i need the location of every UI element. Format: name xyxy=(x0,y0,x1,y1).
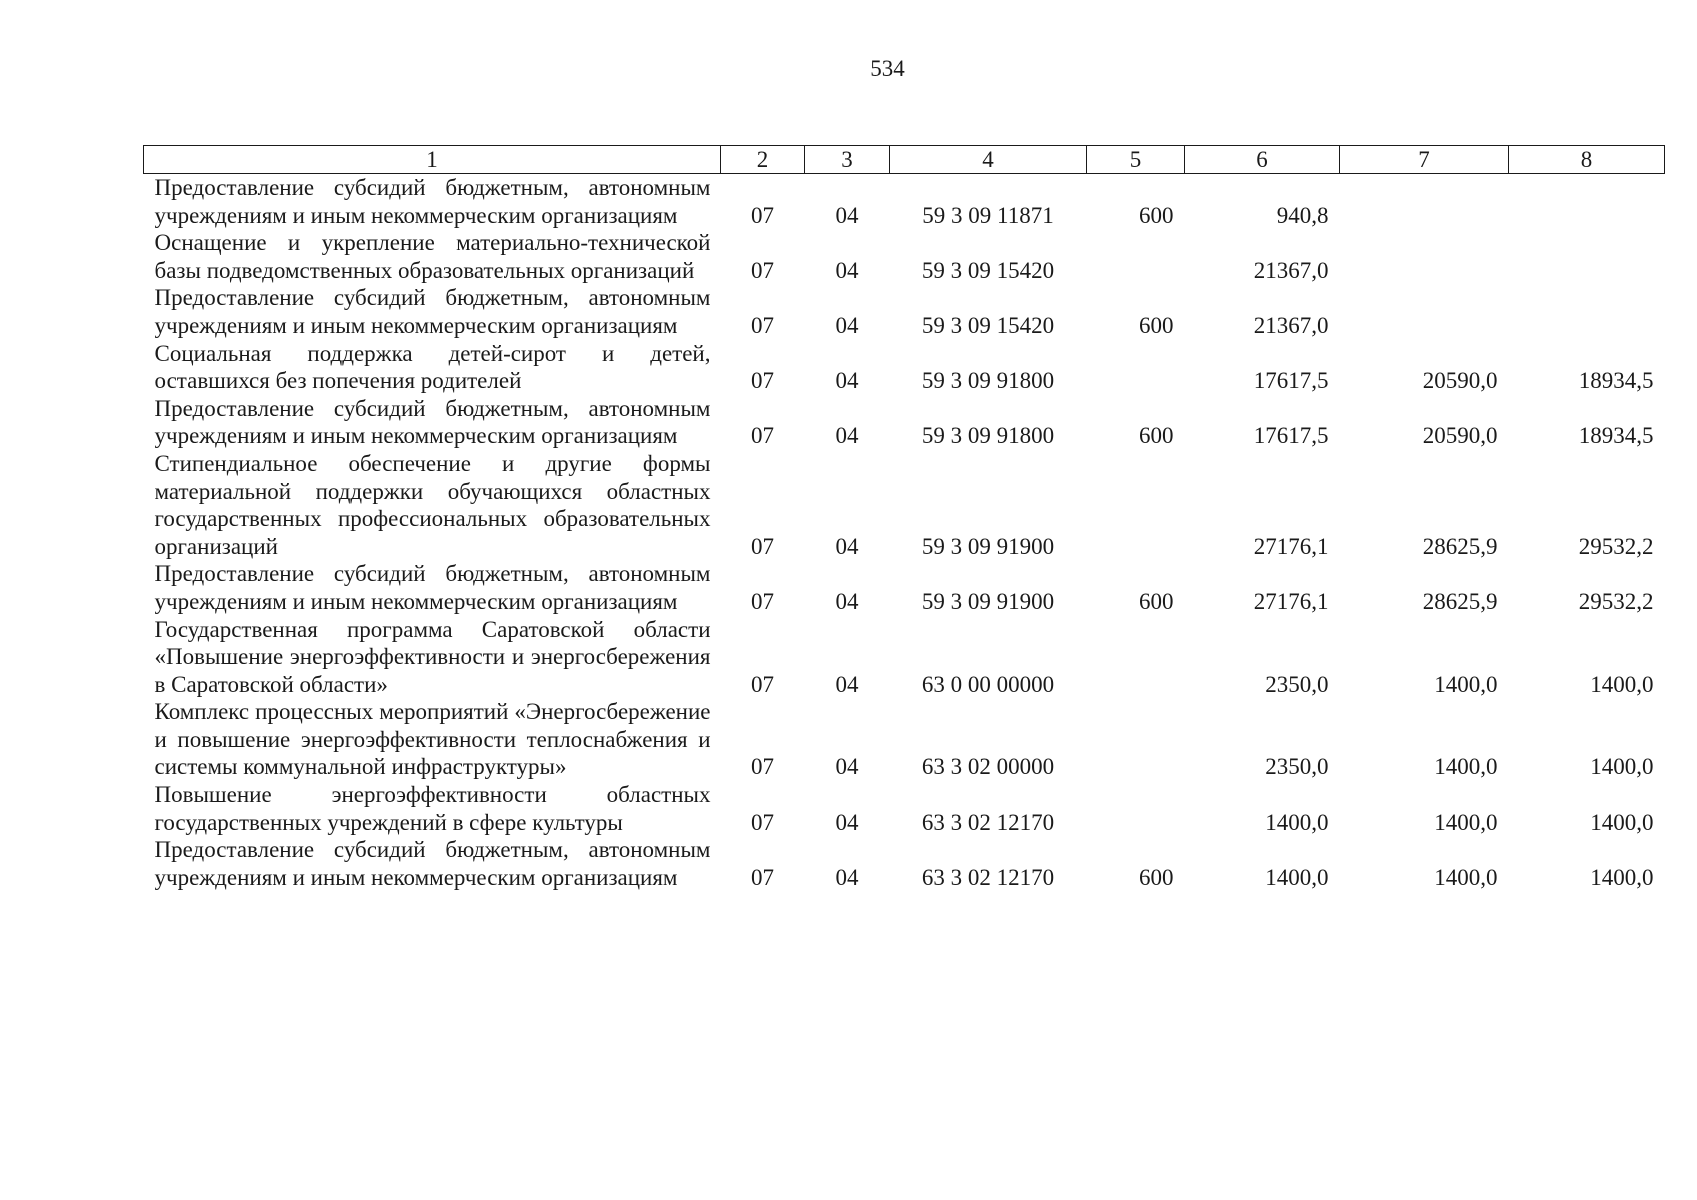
row-section: 07 xyxy=(751,423,774,449)
row-sum-2: 1400,0 xyxy=(1434,671,1498,697)
row-sum-3: 29532,2 xyxy=(1578,588,1654,614)
row-sum-3: 1400,0 xyxy=(1590,864,1654,890)
row-sum-1: 21367,0 xyxy=(1253,257,1329,283)
row-sum-2: 1400,0 xyxy=(1434,864,1498,890)
header-row xyxy=(144,146,1665,174)
row-expense-type xyxy=(1087,450,1185,560)
row-expense-type: 600 xyxy=(1139,202,1174,228)
table-header xyxy=(144,146,1665,174)
row-sum-1: 1400,0 xyxy=(1265,809,1329,835)
row-sum-1: 2350,0 xyxy=(1265,754,1329,780)
column-header: 8 xyxy=(1509,146,1665,174)
row-target-article: 59 3 09 91800 xyxy=(921,423,1055,449)
table-row xyxy=(144,450,1665,560)
row-expense-type: 600 xyxy=(1139,423,1174,449)
row-sum-1: 27176,1 xyxy=(1253,588,1329,614)
row-name: Предоставление субсидий бюджетным, автономным учреждениям и иным некоммерческим организациям xyxy=(154,837,711,890)
column-header: 6 xyxy=(1185,146,1340,174)
column-header: 4 xyxy=(890,146,1087,174)
column-header: 7 xyxy=(1340,146,1509,174)
table-body xyxy=(144,174,1665,892)
row-expense-type: 600 xyxy=(1139,864,1174,890)
row-name: Повышение энергоэффективности областных государственных учреждений в сфере культуры xyxy=(154,782,711,835)
column-header: 3 xyxy=(805,146,890,174)
row-target-article: 63 3 02 12170 xyxy=(921,864,1055,890)
row-sum-3 xyxy=(1509,284,1665,339)
row-section: 07 xyxy=(751,368,774,394)
row-target-article: 59 3 09 91900 xyxy=(921,533,1055,559)
row-name: Социальная поддержка детей-сирот и детей, оставшихся без попечения родителей xyxy=(154,340,711,394)
row-subsection: 04 xyxy=(835,754,859,780)
row-expense-type xyxy=(1087,229,1185,284)
row-sum-2: 1400,0 xyxy=(1434,754,1498,780)
row-sum-2: 1400,0 xyxy=(1434,809,1498,835)
table-row xyxy=(144,698,1665,781)
row-name: Предоставление субсидий бюджетным, автономным учреждениям и иным некоммерческим организациям xyxy=(154,285,711,338)
row-sum-1: 17617,5 xyxy=(1253,368,1329,394)
row-target-article: 59 3 09 15420 xyxy=(921,257,1055,283)
row-sum-1: 2350,0 xyxy=(1265,671,1329,697)
row-subsection: 04 xyxy=(835,368,859,394)
row-section: 07 xyxy=(751,533,774,559)
row-sum-3 xyxy=(1509,174,1665,230)
row-target-article: 63 3 02 00000 xyxy=(921,754,1055,780)
row-subsection: 04 xyxy=(835,312,859,338)
table-row xyxy=(144,781,1665,836)
row-expense-type xyxy=(1087,781,1185,836)
row-name: Оснащение и укрепление материально-технической базы подведомственных образовательных организаций xyxy=(154,230,711,283)
row-subsection: 04 xyxy=(835,533,859,559)
row-sum-3: 1400,0 xyxy=(1590,809,1654,835)
row-target-article: 59 3 09 15420 xyxy=(921,312,1055,338)
row-sum-3: 29532,2 xyxy=(1578,533,1654,559)
row-expense-type: 600 xyxy=(1139,588,1174,614)
row-target-article: 59 3 09 91900 xyxy=(921,588,1055,614)
row-sum-3: 1400,0 xyxy=(1590,754,1654,780)
row-section: 07 xyxy=(751,864,774,890)
row-name: Стипендиальное обеспечение и другие формы материальной поддержки обучающихся областных государственных профессиональных образовательных организаций xyxy=(154,450,711,559)
row-subsection: 04 xyxy=(835,864,859,890)
row-section: 07 xyxy=(751,809,774,835)
row-subsection: 04 xyxy=(835,257,859,283)
column-header: 5 xyxy=(1087,146,1185,174)
row-target-article: 63 0 00 00000 xyxy=(921,671,1055,697)
table-row xyxy=(144,174,1665,230)
row-name: Предоставление субсидий бюджетным, автономным учреждениям и иным некоммерческим организациям xyxy=(154,175,711,228)
row-name: Предоставление субсидий бюджетным, автономным учреждениям и иным некоммерческим организациям xyxy=(154,561,711,614)
row-sum-2 xyxy=(1340,229,1509,284)
table-row xyxy=(144,616,1665,699)
row-sum-2: 28625,9 xyxy=(1422,588,1498,614)
row-section: 07 xyxy=(751,257,774,283)
table-row xyxy=(144,340,1665,395)
row-subsection: 04 xyxy=(835,671,859,697)
row-target-article: 59 3 09 91800 xyxy=(921,368,1055,394)
row-subsection: 04 xyxy=(835,423,859,449)
column-header: 1 xyxy=(144,146,721,174)
row-sum-1: 1400,0 xyxy=(1265,864,1329,890)
row-subsection: 04 xyxy=(835,809,859,835)
row-sum-1: 27176,1 xyxy=(1253,533,1329,559)
row-target-article: 63 3 02 12170 xyxy=(921,809,1055,835)
row-section: 07 xyxy=(751,754,774,780)
row-sum-1: 21367,0 xyxy=(1253,312,1329,338)
row-target-article: 59 3 09 11871 xyxy=(922,202,1054,228)
row-sum-3: 18934,5 xyxy=(1578,423,1654,449)
table-row xyxy=(144,395,1665,450)
row-sum-2: 28625,9 xyxy=(1422,533,1498,559)
row-expense-type: 600 xyxy=(1139,312,1174,338)
budget-table xyxy=(143,145,1665,891)
row-section: 07 xyxy=(751,202,774,228)
row-sum-3: 1400,0 xyxy=(1590,671,1654,697)
row-name: Государственная программа Саратовской области «Повышение энергоэффективности и энергосбережения в Саратовской области» xyxy=(154,616,711,697)
row-sum-1: 17617,5 xyxy=(1253,423,1329,449)
row-expense-type xyxy=(1087,340,1185,395)
row-sum-2 xyxy=(1340,284,1509,339)
column-header: 2 xyxy=(721,146,805,174)
table-row xyxy=(144,284,1665,339)
row-sum-2: 20590,0 xyxy=(1422,368,1498,394)
row-subsection: 04 xyxy=(835,202,859,228)
page-number: 534 xyxy=(870,56,905,81)
row-section: 07 xyxy=(751,588,774,614)
row-sum-3: 18934,5 xyxy=(1578,368,1654,394)
row-name: Комплекс процессных мероприятий «Энергосбережение и повышение энергоэффективности теплоснабжения и системы коммунальной инфраструктуры» xyxy=(154,699,711,780)
table-row xyxy=(144,836,1665,891)
row-subsection: 04 xyxy=(835,588,859,614)
row-section: 07 xyxy=(751,671,774,697)
row-section: 07 xyxy=(751,312,774,338)
row-sum-3 xyxy=(1509,229,1665,284)
row-expense-type xyxy=(1087,616,1185,699)
row-sum-2: 20590,0 xyxy=(1422,423,1498,449)
row-expense-type xyxy=(1087,698,1185,781)
row-name: Предоставление субсидий бюджетным, автономным учреждениям и иным некоммерческим организациям xyxy=(154,395,711,449)
table-row xyxy=(144,560,1665,615)
row-sum-2 xyxy=(1340,174,1509,230)
table-row xyxy=(144,229,1665,284)
row-sum-1: 940,8 xyxy=(1276,202,1329,228)
